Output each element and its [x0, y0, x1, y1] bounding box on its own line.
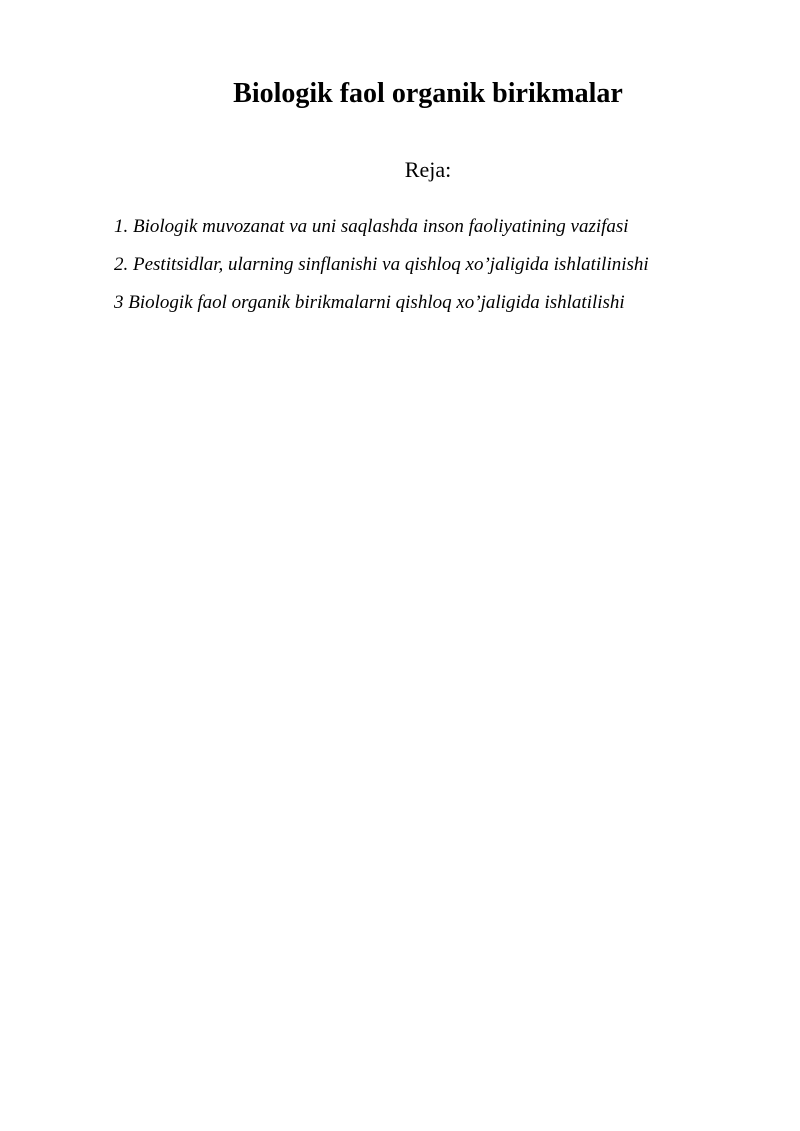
plan-item: 2. Pestitsidlar, ularning sinflanishi va qishloq xo’jaligida ishlatilinishi [114, 254, 649, 275]
plan-list [114, 215, 774, 329]
plan-heading: Reja: [404, 157, 452, 182]
plan-item: 1. Biologik muvozanat va uni saqlashda inson faoliyatining vazifasi [114, 216, 629, 237]
plan-item: 3 Biologik faol organik birikmalarni qishloq xo’jaligida ishlatilishi [114, 292, 625, 313]
document-title: Biologik faol organik birikmalar [233, 78, 623, 109]
